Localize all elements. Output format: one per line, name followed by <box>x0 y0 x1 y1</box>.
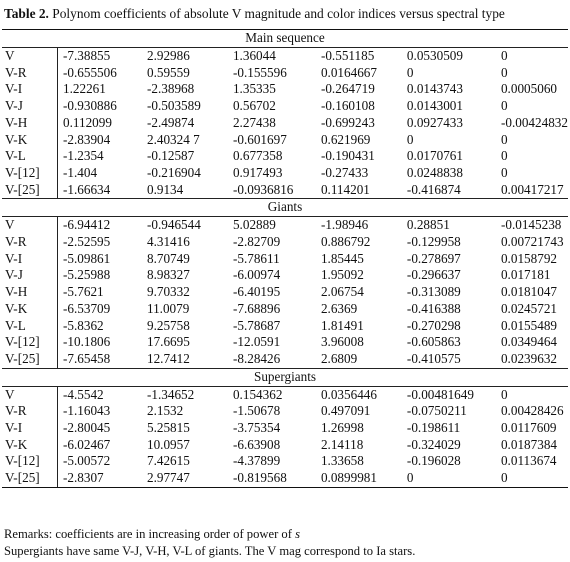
coefficient-cell: -0.503589 <box>146 98 201 114</box>
coefficient-cell: 2.92986 <box>146 48 190 63</box>
coefficient-cell: -5.78611 <box>232 250 280 266</box>
coefficient-cell: -5.8362 <box>62 317 104 333</box>
row-label: V-K <box>2 437 57 454</box>
row-label: V-R <box>2 234 57 251</box>
coefficient-cell: -0.27433 <box>320 164 369 180</box>
coefficient-cell: -0.324029 <box>406 436 461 452</box>
table-row <box>2 470 568 487</box>
table-row <box>2 453 568 470</box>
coefficient-cell: -5.00572 <box>62 453 111 469</box>
coefficient-cell: -0.0750211 <box>406 403 467 419</box>
coefficient-cell: 1.81491 <box>320 317 364 333</box>
coefficient-cell: 0.0005060 <box>500 81 557 97</box>
coefficient-cell: 4.31416 <box>146 234 190 250</box>
coefficient-cell: -0.0145238 <box>500 217 562 233</box>
coefficient-cell: -10.1806 <box>62 334 111 350</box>
coefficient-cell: -5.25988 <box>62 267 111 283</box>
coefficient-cell: -2.49874 <box>146 114 195 130</box>
table-row <box>2 98 568 115</box>
table-row <box>2 351 568 368</box>
coefficient-cell: -4.37899 <box>232 453 281 469</box>
table-row <box>2 148 568 165</box>
coefficient-cell: 0.0155489 <box>500 317 557 333</box>
coefficient-cell: 0 <box>403 470 497 487</box>
coefficient-cell: -0.946544 <box>146 217 201 233</box>
coefficient-cell: -0.416388 <box>406 300 461 316</box>
coefficient-cell: -2.52595 <box>62 234 111 250</box>
coefficient-cell: -1.16043 <box>62 403 111 419</box>
table-row <box>2 267 568 284</box>
coefficient-cell: -0.313089 <box>406 284 461 300</box>
table-row <box>2 65 568 82</box>
coefficient-cell: 0.0248838 <box>406 164 463 180</box>
coefficient-cell: 1.22261 <box>62 81 106 97</box>
table-row <box>2 234 568 251</box>
caption-label: Table 2. <box>4 6 49 21</box>
table-row <box>2 386 568 403</box>
coefficient-cell: 0.0530509 <box>406 48 463 63</box>
section-header-row <box>2 368 568 386</box>
row-label: V-I <box>2 251 57 268</box>
coefficient-cell: 0.114201 <box>320 181 370 197</box>
coefficient-cell: 0.59559 <box>146 64 190 80</box>
coefficient-cell: 0.0170761 <box>406 148 463 164</box>
coefficients-table <box>2 29 568 488</box>
coefficient-cell: -0.264719 <box>320 81 375 97</box>
coefficient-cell: -8.28426 <box>232 350 281 366</box>
row-label: V-I <box>2 81 57 98</box>
coefficient-cell: -7.38855 <box>62 48 111 63</box>
coefficient-cell: 1.36044 <box>232 48 276 63</box>
coefficient-cell: 0.886792 <box>320 234 371 250</box>
coefficient-cell: 0.00721743 <box>500 234 564 250</box>
row-label: V-R <box>2 65 57 82</box>
coefficient-cell: 5.02889 <box>232 217 276 233</box>
coefficient-cell: 0.9134 <box>146 181 184 197</box>
coefficient-cell: -0.930886 <box>62 98 117 114</box>
coefficient-cell: 2.6809 <box>320 350 358 366</box>
row-label: V <box>2 386 57 403</box>
coefficient-cell: 2.1532 <box>146 403 184 419</box>
table-row <box>2 334 568 351</box>
coefficient-cell: 0 <box>500 48 508 63</box>
row-label: V-K <box>2 301 57 318</box>
coefficient-cell: 0.0899981 <box>317 470 403 487</box>
coefficient-cell: 2.40324 7 <box>146 131 200 147</box>
section-title: Giants <box>2 199 568 217</box>
coefficient-cell: -2.82709 <box>232 234 281 250</box>
coefficient-cell: 11.0079 <box>146 300 190 316</box>
coefficient-cell: -1.2354 <box>62 148 104 164</box>
row-label: V-[25] <box>2 182 57 199</box>
coefficient-cell: -5.78687 <box>232 317 281 333</box>
coefficient-cell: 2.27438 <box>232 114 276 130</box>
coefficient-cell: 0.497091 <box>320 403 371 419</box>
coefficient-cell: -0.410575 <box>406 350 461 366</box>
coefficient-cell: 2.14118 <box>320 436 364 452</box>
coefficient-cell: -1.50678 <box>232 403 281 419</box>
coefficient-cell: 0.0181047 <box>500 284 557 300</box>
row-label: V-[12] <box>2 165 57 182</box>
coefficient-cell: -6.53709 <box>62 300 111 316</box>
coefficient-cell: -2.38968 <box>146 81 195 97</box>
coefficient-cell: -0.655506 <box>62 64 117 80</box>
coefficient-cell: 0 <box>497 470 568 487</box>
row-label: V-H <box>2 284 57 301</box>
table-row <box>2 182 568 199</box>
coefficient-cell: -0.699243 <box>320 114 375 130</box>
row-label: V-I <box>2 420 57 437</box>
coefficient-cell: 0.677358 <box>232 148 283 164</box>
row-label: V-H <box>2 115 57 132</box>
table-row <box>2 301 568 318</box>
coefficient-cell: -0.129958 <box>406 234 461 250</box>
coefficient-cell: -6.40195 <box>232 284 281 300</box>
coefficients-table-wrapper <box>0 29 570 488</box>
coefficient-cell: 0.621969 <box>320 131 371 147</box>
row-label: V-J <box>2 267 57 284</box>
section-title: Supergiants <box>2 368 568 386</box>
coefficient-cell: -1.98946 <box>320 217 369 233</box>
section-title: Main sequence <box>2 30 568 48</box>
coefficient-cell: 0 <box>500 64 508 80</box>
coefficient-cell: 0.154362 <box>232 386 283 402</box>
row-label: V <box>2 217 57 234</box>
coefficient-cell: 1.95092 <box>320 267 364 283</box>
coefficient-cell: 0.017181 <box>500 267 551 283</box>
coefficient-cell: -4.5542 <box>62 386 104 402</box>
coefficient-cell: 0 <box>500 131 508 147</box>
coefficient-cell: 17.6695 <box>146 334 190 350</box>
table-row <box>2 132 568 149</box>
coefficient-cell: 2.97747 <box>143 470 229 487</box>
coefficient-cell: 0.0158792 <box>500 250 557 266</box>
coefficient-cell: 8.98327 <box>146 267 190 283</box>
section-header-row <box>2 199 568 217</box>
caption-text: Polynom coefficients of absolute V magnitude and color indices versus spectral type <box>52 6 505 21</box>
coefficient-cell: 7.42615 <box>146 453 190 469</box>
coefficient-cell: -0.155596 <box>232 64 287 80</box>
coefficient-cell: -7.68896 <box>232 300 281 316</box>
coefficient-cell: -0.190431 <box>320 148 375 164</box>
coefficient-cell: -6.63908 <box>232 436 281 452</box>
remarks-line-2: Supergiants have same V-J, V-H, V-L of giants. The V mag correspond to Ia stars. <box>4 544 416 558</box>
table-row <box>2 420 568 437</box>
coefficient-cell: 10.0957 <box>146 436 190 452</box>
coefficient-cell: -0.196028 <box>406 453 461 469</box>
coefficient-cell: -0.819568 <box>229 470 317 487</box>
coefficient-cell: -5.7621 <box>62 284 104 300</box>
section-header-row <box>2 30 568 48</box>
coefficient-cell: 0.917493 <box>232 164 283 180</box>
table-row <box>2 81 568 98</box>
coefficient-cell: -2.80045 <box>62 420 111 436</box>
coefficient-cell: 0 <box>406 64 414 80</box>
coefficient-cell: 2.06754 <box>320 284 364 300</box>
coefficient-cell: 0.0113674 <box>500 453 557 469</box>
coefficient-cell: -0.160108 <box>320 98 375 114</box>
coefficient-cell: -6.02467 <box>62 436 111 452</box>
coefficient-cell: 0.0117609 <box>500 420 557 436</box>
coefficient-cell: 0 <box>406 131 414 147</box>
coefficient-cell: 0.0927433 <box>406 114 463 130</box>
coefficient-cell: -1.404 <box>62 164 98 180</box>
row-label: V-[25] <box>2 470 57 487</box>
coefficient-cell: 0.28851 <box>406 217 450 233</box>
coefficient-cell: -5.09861 <box>62 250 111 266</box>
coefficient-cell: -0.296637 <box>406 267 461 283</box>
row-label: V-[12] <box>2 453 57 470</box>
coefficient-cell: 0.0187384 <box>500 436 557 452</box>
coefficient-cell: 5.25815 <box>146 420 190 436</box>
row-label: V-[25] <box>2 351 57 368</box>
coefficient-cell: -3.75354 <box>232 420 281 436</box>
coefficient-cell: 9.70332 <box>146 284 190 300</box>
row-label: V-R <box>2 403 57 420</box>
coefficient-cell: 0.112099 <box>62 114 112 130</box>
coefficient-cell: -12.0591 <box>232 334 281 350</box>
coefficient-cell: -6.00974 <box>232 267 281 283</box>
table-caption <box>4 6 505 22</box>
row-label: V-L <box>2 148 57 165</box>
coefficient-cell: 2.6369 <box>320 300 358 316</box>
coefficient-cell: 0 <box>500 386 508 402</box>
table-row <box>2 403 568 420</box>
coefficient-cell: 0 <box>500 148 508 164</box>
coefficient-cell: -0.00424832 <box>500 114 568 130</box>
row-label: V-L <box>2 318 57 335</box>
coefficient-cell: -0.270298 <box>406 317 461 333</box>
row-label: V <box>2 48 57 65</box>
table-row <box>2 217 568 234</box>
coefficient-cell: 0.00428426 <box>500 403 564 419</box>
coefficient-cell: 0.0239632 <box>500 350 557 366</box>
coefficient-cell: -0.278697 <box>406 250 461 266</box>
coefficient-cell: 0.0356446 <box>320 386 377 402</box>
coefficient-cell: -0.216904 <box>146 164 201 180</box>
coefficient-cell: 3.96008 <box>320 334 364 350</box>
coefficient-cell: -7.65458 <box>62 350 111 366</box>
coefficient-cell: -0.198611 <box>406 420 461 436</box>
coefficient-cell: 0.00417217 <box>500 181 564 197</box>
table-row <box>2 115 568 132</box>
table-row <box>2 165 568 182</box>
coefficient-cell: -0.416874 <box>406 181 461 197</box>
coefficient-cell: -0.12587 <box>146 148 195 164</box>
coefficient-cell: -6.94412 <box>62 217 111 233</box>
coefficient-cell: -2.8307 <box>57 470 142 487</box>
coefficient-cell: 9.25758 <box>146 317 190 333</box>
table-row <box>2 437 568 454</box>
coefficient-cell: -1.66634 <box>62 181 111 197</box>
row-label: V-[12] <box>2 334 57 351</box>
table-row <box>2 284 568 301</box>
coefficient-cell: 12.7412 <box>146 350 190 366</box>
row-label: V-K <box>2 132 57 149</box>
coefficient-cell: -0.601697 <box>232 131 287 147</box>
coefficient-cell: -0.605863 <box>406 334 461 350</box>
coefficient-cell: 0 <box>500 164 508 180</box>
remarks-line-1 <box>4 526 415 543</box>
remarks <box>4 526 415 560</box>
coefficient-cell: 0.0143001 <box>406 98 463 114</box>
coefficient-cell: 0.0349464 <box>500 334 557 350</box>
coefficients-table-body <box>2 30 568 488</box>
coefficient-cell: -2.83904 <box>62 131 111 147</box>
coefficient-cell: -0.551185 <box>320 48 375 63</box>
coefficient-cell: 0.56702 <box>232 98 276 114</box>
coefficient-cell: 1.26998 <box>320 420 364 436</box>
table-row <box>2 318 568 335</box>
coefficient-cell: -1.34652 <box>146 386 195 402</box>
table-row <box>2 48 568 65</box>
coefficient-cell: 0.0143743 <box>406 81 463 97</box>
coefficient-cell: -0.0936816 <box>232 181 294 197</box>
coefficient-cell: -0.00481649 <box>406 386 474 402</box>
coefficient-cell: 8.70749 <box>146 250 190 266</box>
coefficient-cell: 1.35335 <box>232 81 276 97</box>
coefficient-cell: 0.0245721 <box>500 300 557 316</box>
table-row <box>2 251 568 268</box>
row-label: V-J <box>2 98 57 115</box>
coefficient-cell: 0.0164667 <box>320 64 377 80</box>
coefficient-cell: 1.33658 <box>320 453 364 469</box>
coefficient-cell: 0 <box>500 98 508 114</box>
remarks-line-1-text: Remarks: coefficients are in increasing order of power of <box>4 527 296 541</box>
remarks-power-variable: s <box>295 527 300 541</box>
coefficient-cell: 1.85445 <box>320 250 364 266</box>
